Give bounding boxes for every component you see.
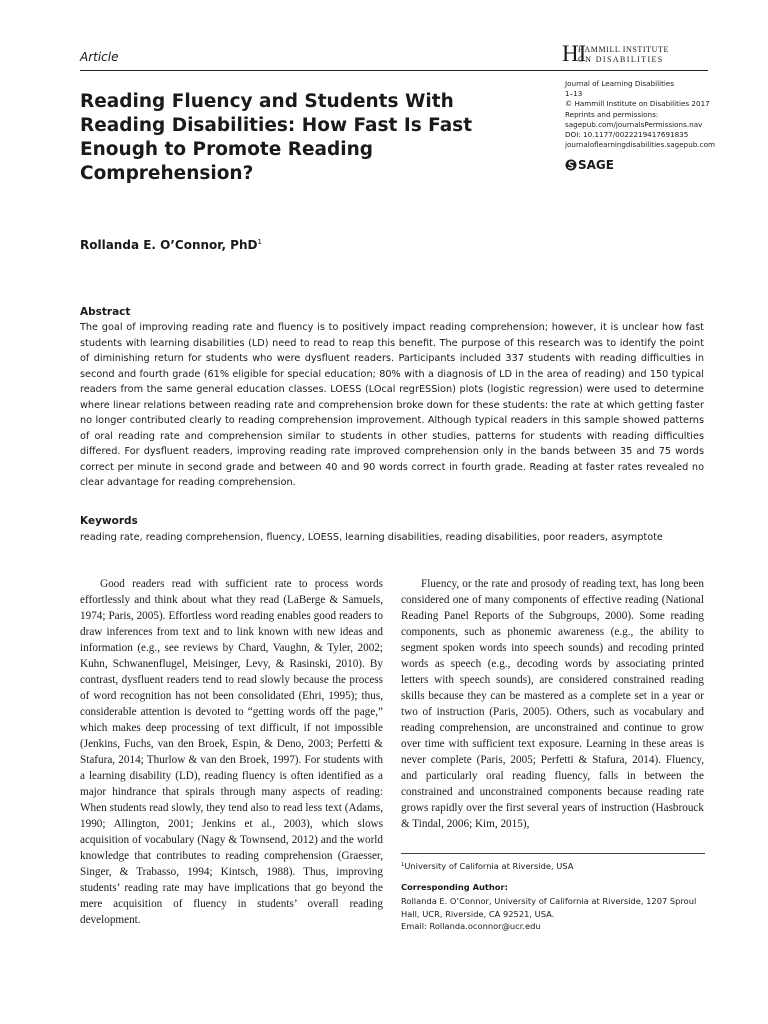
sage-swirl-icon (565, 159, 577, 171)
sage-wordmark: SAGE (578, 158, 614, 172)
author-affiliation-mark: 1 (257, 238, 262, 246)
keywords-heading: Keywords (80, 515, 138, 527)
author-line (80, 238, 262, 252)
corresponding-author-details (401, 895, 709, 933)
logo-line-1: HAMMILL INSTITUTE (578, 45, 670, 54)
abstract-heading: Abstract (80, 306, 131, 318)
publisher-logo (562, 41, 722, 66)
header-rule (80, 70, 708, 71)
author-name: Rollanda E. O’Connor, PhD (80, 238, 258, 252)
journal-url[interactable]: journaloflearningdisabilities.sagepub.com (565, 140, 715, 150)
footnote-affiliation: ¹University of California at Riverside, USA (401, 861, 574, 871)
journal-info (565, 79, 725, 150)
reprints-label: Reprints and permissions: (565, 109, 659, 119)
keywords-text: reading rate, reading comprehension, fluency, LOESS, learning disabilities, reading disabilities, poor readers, asymptote (80, 532, 663, 543)
permissions-link[interactable]: sagepub.com/journalsPermissions.nav (565, 119, 703, 129)
page-range: 1–13 (565, 89, 583, 99)
article-title: Reading Fluency and Students With Reading Disabilities: How Fast Is Fast Enough to Promote Reading Comprehension? (80, 91, 473, 184)
sage-logo (565, 158, 614, 172)
article-type-label: Article (80, 50, 119, 64)
doi[interactable]: DOI: 10.1177/0022219417691835 (565, 130, 689, 140)
logo-line-2: ON DISABILITIES (578, 55, 664, 64)
footnote-rule (401, 853, 705, 854)
corresponding-author-address: Rollanda E. O’Connor, University of California at Riverside, 1207 Sproul Hall, UCR, Riverside, CA 92521, USA. (401, 896, 697, 919)
corresponding-author-email[interactable]: Email: Rollanda.oconnor@ucr.edu (401, 921, 541, 931)
body-column-right: Fluency, or the rate and prosody of reading text, has long been considered one of many components of effective reading (National Reading Panel Reports of the Subgroups, 2000). Some reading components, such as phonemic awareness (e.g., the ability to segment spoken words into speech sounds) and recoding printed words as speech (e.g., decoding words by associating printed letters with speech sounds), are considered constrained reading skills because they can be mastered as a complete set in a year or two of instruction (Paris, 2005). Others, such as vocabulary and reading comprehension, are unconstrained and continue to grow over time with sufficient text exposure. Learning in these areas is never complete (Paris, 2005; Perfetti & Stafura, 2014). Fluency, and particularly oral reading fluency, falls in between the constrained and unconstrained components because reading rate grows rapidly over the first several years of instruction (Hasbrouck & Tindal, 2006; Kim, 2015), (401, 578, 704, 830)
corresponding-author-heading: Corresponding Author: (401, 882, 508, 892)
abstract-text: The goal of improving reading rate and fluency is to positively impact reading comprehension; however, it is unclear how fast students with learning disabilities (LD) need to read to reap this benefit. The purpose of this research was to identify the point of diminishing return for students who were dysfluent readers. Participants included 337 students with reading difficulties in second and fourth grade (61% eligible for special education; 80% with a diagnosis of LD in the area of reading) and 150 typical readers from the same general education classes. LOESS (LOcal regrESSion) plots (logistic regression) were used to determine where linear relations between reading rate and comprehension broke down for these students: the rate at which getting faster no longer contributed clearly to reading comprehension improvement. Although typical readers in this sample showed patterns of oral reading rate and comprehension similar to students in other studies, patterns for students with reading difficulties differed. For dysfluent readers, improving reading rate improved comprehension only in the bands between 35 and 75 words correct per minute in second grade and between 40 and 90 words correct in fourth grade. Reading at faster rates revealed no clear advantage for reading comprehension. (80, 322, 704, 488)
copyright: © Hammill Institute on Disabilities 2017 (565, 99, 710, 109)
body-column-left: Good readers read with sufficient rate to process words effortlessly and think about what they read (LaBerge & Samuels, 1974; Paris, 2005). Effortless word reading enables good readers to draw inferences from text and to link known with new ideas and information (e.g., see reviews by Chard, Vaughn, & Tyler, 2002; Kuhn, Schwanenflugel, Meisinger, Levy, & Rasinski, 2010). By contrast, dysfluent readers tend to read slowly because the process of word recognition has not been consolidated (Ehri, 1995); thus, considerable attention is devoted to “getting words off the page,” which makes deep processing of text difficult, if not impossible (Jenkins, Fuchs, van den Broek, Espin, & Deno, 2003; Perfetti & Stafura, 2014; Thurlow & van den Broek, 1997). For students with a learning disability (LD), reading fluency is often identified as a major hindrance that spirals through many aspects of reading: When students read slowly, they tend also to read less text (Adams, 1990; Allington, 2001; Jenkins et al., 2003), which slows acquisition of vocabulary (Nagy & Townsend, 2012) and the world knowledge that contributes to reading comprehension (Graesser, Singer, & Trabasso, 1994; Kintsch, 1988). Thus, improving students’ reading rate may have implications that go beyond the mere acquisition of fluency in students’ overall reading development. (80, 578, 383, 926)
journal-name: Journal of Learning Disabilities (565, 79, 675, 88)
logo-letters: HI (562, 41, 587, 66)
